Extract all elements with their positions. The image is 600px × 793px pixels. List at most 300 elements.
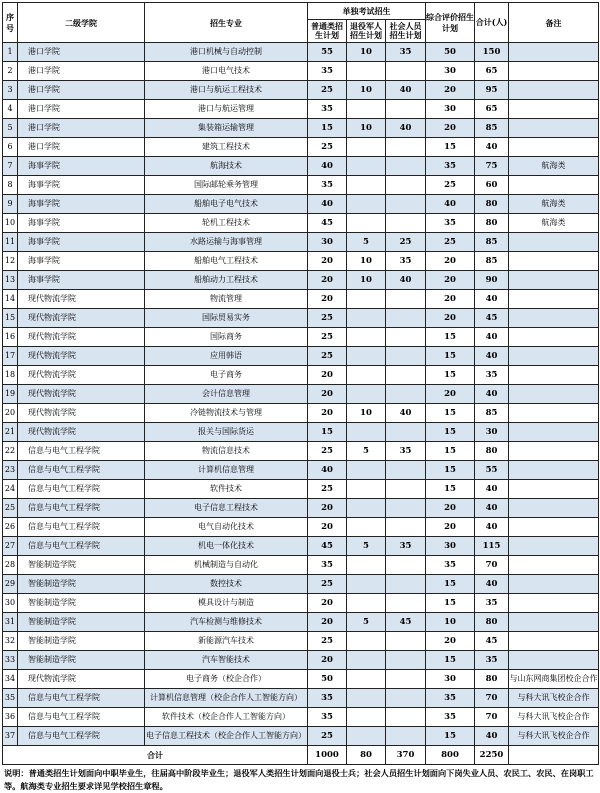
row-veteran: 5 [347, 233, 386, 252]
row-college: 信息与电气工程学院 [18, 442, 145, 461]
row-remark [509, 537, 599, 556]
row-college: 信息与电气工程学院 [18, 461, 145, 480]
row-social [386, 423, 426, 442]
row-comprehensive: 15 [426, 461, 475, 480]
admission-plan-sheet [2, 2, 598, 791]
row-college: 港口学院 [18, 100, 145, 119]
header-comprehensive: 综合评价招生计划 [426, 3, 475, 43]
row-remark [509, 271, 599, 290]
row-seq: 20 [3, 404, 18, 423]
table-row [3, 290, 599, 309]
table-row [3, 423, 599, 442]
row-remark [509, 613, 599, 632]
row-regular: 20 [308, 385, 347, 404]
row-remark [509, 461, 599, 480]
row-major: 国际邮轮乘务管理 [145, 176, 308, 195]
row-regular: 30 [308, 233, 347, 252]
row-major: 汽车检测与维修技术 [145, 613, 308, 632]
row-total: 80 [475, 195, 509, 214]
row-major: 船舶电子电气技术 [145, 195, 308, 214]
table-row [3, 480, 599, 499]
row-college: 信息与电气工程学院 [18, 689, 145, 708]
row-remark: 航海类 [509, 157, 599, 176]
row-regular: 15 [308, 423, 347, 442]
row-total: 60 [475, 176, 509, 195]
row-remark [509, 423, 599, 442]
row-social [386, 195, 426, 214]
row-total: 65 [475, 100, 509, 119]
table-row [3, 404, 599, 423]
row-seq: 9 [3, 195, 18, 214]
row-seq: 30 [3, 594, 18, 613]
row-veteran [347, 366, 386, 385]
row-social [386, 727, 426, 746]
row-veteran [347, 62, 386, 81]
row-remark [509, 328, 599, 347]
row-remark [509, 575, 599, 594]
row-social: 40 [386, 271, 426, 290]
row-total: 150 [475, 43, 509, 62]
row-comprehensive: 20 [426, 81, 475, 100]
row-college: 智能制造学院 [18, 613, 145, 632]
row-total: 40 [475, 518, 509, 537]
row-major: 计算机信息管理（校企合作人工智能方向） [145, 689, 308, 708]
row-remark [509, 594, 599, 613]
row-college: 智能制造学院 [18, 575, 145, 594]
row-major: 港口电气技术 [145, 62, 308, 81]
row-major: 港口与航运管理 [145, 100, 308, 119]
row-college: 现代物流学院 [18, 328, 145, 347]
table-row [3, 366, 599, 385]
row-regular: 25 [308, 442, 347, 461]
row-veteran [347, 157, 386, 176]
row-comprehensive: 15 [426, 138, 475, 157]
table-row [3, 594, 599, 613]
table-row [3, 176, 599, 195]
row-social [386, 480, 426, 499]
row-social: 35 [386, 43, 426, 62]
row-seq: 36 [3, 708, 18, 727]
row-regular: 25 [308, 138, 347, 157]
row-veteran [347, 632, 386, 651]
row-comprehensive: 35 [426, 556, 475, 575]
table-row [3, 461, 599, 480]
row-seq: 6 [3, 138, 18, 157]
row-college: 海事学院 [18, 252, 145, 271]
row-remark [509, 518, 599, 537]
table-row [3, 442, 599, 461]
row-regular: 20 [308, 290, 347, 309]
row-remark [509, 252, 599, 271]
row-remark: 与科大讯飞校企合作 [509, 708, 599, 727]
row-social [386, 214, 426, 233]
row-social [386, 670, 426, 689]
table-row [3, 157, 599, 176]
row-remark [509, 480, 599, 499]
row-comprehensive: 20 [426, 271, 475, 290]
row-veteran: 10 [347, 404, 386, 423]
row-college: 智能制造学院 [18, 556, 145, 575]
row-regular: 35 [308, 176, 347, 195]
row-veteran [347, 214, 386, 233]
row-regular: 35 [308, 62, 347, 81]
row-comprehensive: 15 [426, 480, 475, 499]
row-remark: 与科大讯飞校企合作 [509, 727, 599, 746]
row-comprehensive: 30 [426, 670, 475, 689]
row-seq: 10 [3, 214, 18, 233]
row-veteran [347, 575, 386, 594]
row-seq: 27 [3, 537, 18, 556]
row-seq: 3 [3, 81, 18, 100]
row-major: 港口与航运工程技术 [145, 81, 308, 100]
row-remark [509, 651, 599, 670]
row-remark [509, 632, 599, 651]
table-row [3, 385, 599, 404]
row-seq: 8 [3, 176, 18, 195]
row-total: 40 [475, 575, 509, 594]
row-college: 港口学院 [18, 62, 145, 81]
row-major: 报关与国际货运 [145, 423, 308, 442]
row-total: 45 [475, 632, 509, 651]
header-single-exam: 单独考试招生 [308, 3, 426, 20]
table-row [3, 214, 599, 233]
row-social: 35 [386, 442, 426, 461]
totals-social: 370 [386, 746, 426, 765]
row-regular: 25 [308, 632, 347, 651]
row-social [386, 556, 426, 575]
table-row [3, 499, 599, 518]
table-row [3, 138, 599, 157]
table-row [3, 518, 599, 537]
row-seq: 15 [3, 309, 18, 328]
row-veteran [347, 347, 386, 366]
table-row [3, 347, 599, 366]
row-college: 现代物流学院 [18, 347, 145, 366]
row-remark [509, 404, 599, 423]
row-remark [509, 43, 599, 62]
row-major: 电子商务（校企合作） [145, 670, 308, 689]
row-major: 电子信息工程技术（校企合作人工智能方向） [145, 727, 308, 746]
row-regular: 25 [308, 727, 347, 746]
row-seq: 1 [3, 43, 18, 62]
row-seq: 33 [3, 651, 18, 670]
row-college: 信息与电气工程学院 [18, 708, 145, 727]
row-veteran [347, 423, 386, 442]
row-comprehensive: 20 [426, 518, 475, 537]
row-regular: 35 [308, 556, 347, 575]
row-total: 85 [475, 404, 509, 423]
table-row [3, 537, 599, 556]
row-seq: 14 [3, 290, 18, 309]
row-social [386, 138, 426, 157]
row-total: 40 [475, 480, 509, 499]
row-regular: 25 [308, 309, 347, 328]
row-social: 25 [386, 233, 426, 252]
row-veteran [347, 594, 386, 613]
row-total: 35 [475, 366, 509, 385]
row-regular: 20 [308, 499, 347, 518]
row-remark: 航海类 [509, 195, 599, 214]
row-veteran [347, 461, 386, 480]
table-row [3, 556, 599, 575]
row-major: 机电一体化技术 [145, 537, 308, 556]
header-veteran: 退役军人招生计划 [347, 20, 386, 43]
row-social: 35 [386, 537, 426, 556]
row-college: 信息与电气工程学院 [18, 480, 145, 499]
row-college: 智能制造学院 [18, 651, 145, 670]
row-social [386, 594, 426, 613]
row-regular: 50 [308, 670, 347, 689]
row-college: 信息与电气工程学院 [18, 537, 145, 556]
table-row [3, 119, 599, 138]
totals-veteran: 80 [347, 746, 386, 765]
row-veteran [347, 195, 386, 214]
row-comprehensive: 15 [426, 404, 475, 423]
row-veteran [347, 290, 386, 309]
row-total: 40 [475, 347, 509, 366]
row-college: 信息与电气工程学院 [18, 727, 145, 746]
row-veteran: 10 [347, 81, 386, 100]
row-veteran [347, 689, 386, 708]
row-regular: 40 [308, 195, 347, 214]
row-remark: 航海类 [509, 214, 599, 233]
totals-regular: 1000 [308, 746, 347, 765]
row-total: 70 [475, 708, 509, 727]
row-major: 港口机械与自动控制 [145, 43, 308, 62]
row-major: 水路运输与海事管理 [145, 233, 308, 252]
row-college: 海事学院 [18, 271, 145, 290]
row-comprehensive: 15 [426, 366, 475, 385]
row-total: 35 [475, 651, 509, 670]
row-college: 现代物流学院 [18, 385, 145, 404]
table-row [3, 651, 599, 670]
row-major: 模具设计与制造 [145, 594, 308, 613]
row-social [386, 651, 426, 670]
row-comprehensive: 35 [426, 214, 475, 233]
row-college: 海事学院 [18, 214, 145, 233]
row-total: 40 [475, 727, 509, 746]
header-regular: 普通类招生计划 [308, 20, 347, 43]
header-total: 合计(人) [475, 3, 509, 43]
row-college: 海事学院 [18, 195, 145, 214]
row-comprehensive: 15 [426, 651, 475, 670]
row-veteran [347, 309, 386, 328]
row-total: 40 [475, 385, 509, 404]
row-college: 智能制造学院 [18, 632, 145, 651]
row-comprehensive: 20 [426, 499, 475, 518]
row-seq: 21 [3, 423, 18, 442]
row-comprehensive: 20 [426, 385, 475, 404]
header-seq: 序号 [3, 3, 18, 43]
table-row [3, 575, 599, 594]
row-remark [509, 62, 599, 81]
row-total: 85 [475, 252, 509, 271]
row-total: 65 [475, 62, 509, 81]
row-veteran [347, 499, 386, 518]
table-row [3, 43, 599, 62]
row-seq: 17 [3, 347, 18, 366]
admission-plan-table [2, 2, 599, 765]
row-remark [509, 290, 599, 309]
row-major: 软件技术 [145, 480, 308, 499]
row-veteran [347, 727, 386, 746]
row-comprehensive: 20 [426, 309, 475, 328]
row-social: 40 [386, 81, 426, 100]
row-college: 信息与电气工程学院 [18, 499, 145, 518]
row-total: 70 [475, 556, 509, 575]
row-remark [509, 233, 599, 252]
row-major: 冷链物流技术与管理 [145, 404, 308, 423]
footnote: 说明：普通类招生计划面向中职毕业生，往届高中阶段毕业生；退役军人类招生计划面向退役士兵；社会人员招生计划面向下岗失业人员、农民工、农民、在岗职工等。航海类专业招生要求详见学校招生章程。 [4, 768, 594, 791]
totals-comprehensive: 800 [426, 746, 475, 765]
row-total: 70 [475, 689, 509, 708]
table-row [3, 195, 599, 214]
row-regular: 20 [308, 271, 347, 290]
row-major: 电子信息工程技术 [145, 499, 308, 518]
row-major: 物流管理 [145, 290, 308, 309]
row-regular: 55 [308, 43, 347, 62]
row-veteran [347, 385, 386, 404]
row-social [386, 366, 426, 385]
row-comprehensive: 25 [426, 233, 475, 252]
row-college: 现代物流学院 [18, 670, 145, 689]
row-veteran: 10 [347, 271, 386, 290]
row-social: 35 [386, 252, 426, 271]
row-regular: 25 [308, 347, 347, 366]
row-social [386, 575, 426, 594]
row-regular: 20 [308, 404, 347, 423]
row-total: 85 [475, 119, 509, 138]
row-veteran [347, 176, 386, 195]
row-comprehensive: 35 [426, 157, 475, 176]
row-remark [509, 366, 599, 385]
row-comprehensive: 30 [426, 100, 475, 119]
row-seq: 34 [3, 670, 18, 689]
row-social: 40 [386, 404, 426, 423]
row-seq: 29 [3, 575, 18, 594]
row-major: 会计信息管理 [145, 385, 308, 404]
row-comprehensive: 25 [426, 176, 475, 195]
row-social [386, 708, 426, 727]
table-row [3, 727, 599, 746]
row-seq: 32 [3, 632, 18, 651]
header-major: 招生专业 [145, 3, 308, 43]
table-body [3, 43, 599, 746]
row-major: 新能源汽车技术 [145, 632, 308, 651]
row-seq: 22 [3, 442, 18, 461]
row-total: 55 [475, 461, 509, 480]
row-social [386, 157, 426, 176]
row-regular: 25 [308, 328, 347, 347]
row-social [386, 518, 426, 537]
row-veteran [347, 651, 386, 670]
row-social [386, 290, 426, 309]
row-college: 智能制造学院 [18, 594, 145, 613]
row-seq: 16 [3, 328, 18, 347]
row-major: 国际商务 [145, 328, 308, 347]
row-social [386, 347, 426, 366]
row-comprehensive: 15 [426, 442, 475, 461]
row-regular: 45 [308, 537, 347, 556]
row-social: 45 [386, 613, 426, 632]
row-comprehensive: 40 [426, 195, 475, 214]
row-comprehensive: 15 [426, 575, 475, 594]
row-comprehensive: 30 [426, 537, 475, 556]
row-social [386, 309, 426, 328]
row-comprehensive: 35 [426, 689, 475, 708]
row-comprehensive: 50 [426, 43, 475, 62]
row-total: 80 [475, 613, 509, 632]
table-row [3, 328, 599, 347]
row-total: 30 [475, 423, 509, 442]
row-major: 集装箱运输管理 [145, 119, 308, 138]
row-major: 机械制造与自动化 [145, 556, 308, 575]
row-regular: 40 [308, 157, 347, 176]
row-major: 软件技术（校企合作人工智能方向） [145, 708, 308, 727]
totals-label: 合计 [3, 746, 308, 765]
table-row [3, 81, 599, 100]
row-seq: 7 [3, 157, 18, 176]
row-college: 现代物流学院 [18, 404, 145, 423]
row-seq: 37 [3, 727, 18, 746]
row-regular: 20 [308, 613, 347, 632]
totals-row [3, 746, 599, 765]
row-social [386, 62, 426, 81]
row-social [386, 689, 426, 708]
row-major: 电子商务 [145, 366, 308, 385]
row-regular: 25 [308, 480, 347, 499]
row-college: 海事学院 [18, 157, 145, 176]
table-row [3, 613, 599, 632]
row-social [386, 461, 426, 480]
row-veteran: 5 [347, 537, 386, 556]
row-comprehensive: 15 [426, 423, 475, 442]
totals-remark [509, 746, 599, 765]
row-remark [509, 499, 599, 518]
row-comprehensive: 20 [426, 119, 475, 138]
row-regular: 35 [308, 708, 347, 727]
row-remark [509, 442, 599, 461]
row-seq: 19 [3, 385, 18, 404]
row-total: 80 [475, 214, 509, 233]
row-major: 船舶电气工程技术 [145, 252, 308, 271]
table-row [3, 100, 599, 119]
row-comprehensive: 20 [426, 252, 475, 271]
row-total: 75 [475, 157, 509, 176]
row-comprehensive: 20 [426, 290, 475, 309]
row-seq: 13 [3, 271, 18, 290]
header-remark: 备注 [509, 3, 599, 43]
header-college: 二级学院 [18, 3, 145, 43]
row-veteran: 10 [347, 119, 386, 138]
row-seq: 28 [3, 556, 18, 575]
row-seq: 24 [3, 480, 18, 499]
row-comprehensive: 15 [426, 727, 475, 746]
totals-total: 2250 [475, 746, 509, 765]
row-remark [509, 100, 599, 119]
row-college: 现代物流学院 [18, 423, 145, 442]
row-veteran: 10 [347, 43, 386, 62]
row-college: 现代物流学院 [18, 290, 145, 309]
row-regular: 20 [308, 252, 347, 271]
row-major: 航海技术 [145, 157, 308, 176]
row-major: 国际贸易实务 [145, 309, 308, 328]
row-college: 港口学院 [18, 138, 145, 157]
row-comprehensive: 35 [426, 708, 475, 727]
row-total: 40 [475, 290, 509, 309]
table-row [3, 233, 599, 252]
row-seq: 18 [3, 366, 18, 385]
